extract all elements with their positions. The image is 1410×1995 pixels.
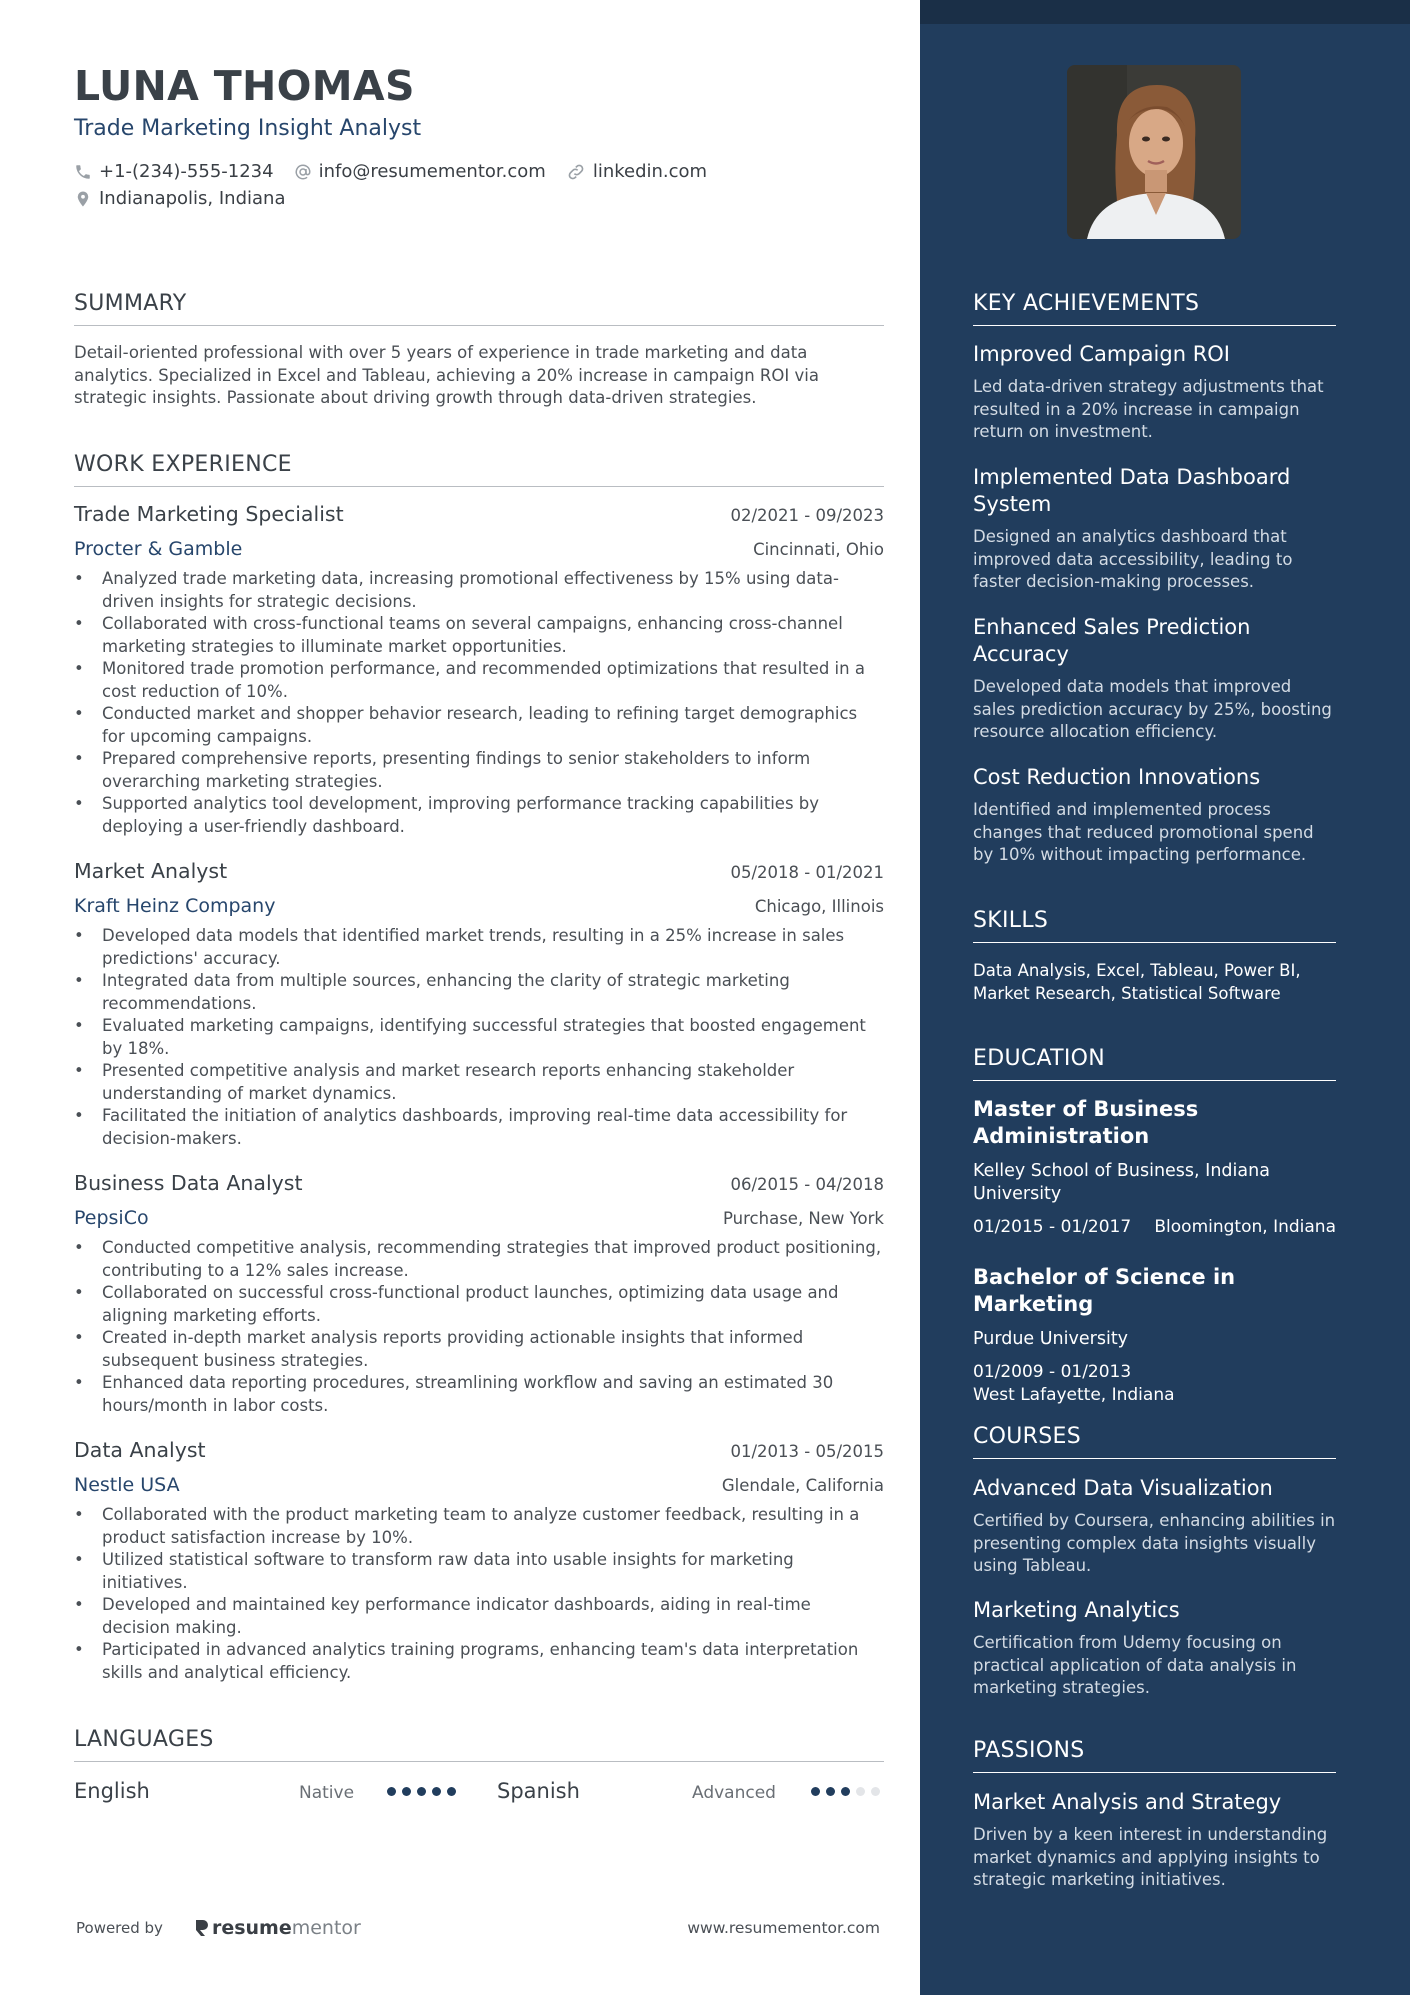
- job-location: Chicago, Illinois: [754, 897, 884, 916]
- language-level: Advanced: [692, 1783, 776, 1803]
- sidebar-top-band: [920, 0, 1410, 24]
- bullet-item: • Developed and maintained key performance indicator dashboards, aiding in real-time decision making.: [74, 1594, 884, 1639]
- rating-dot: [387, 1787, 396, 1796]
- language-name: English: [74, 1779, 150, 1803]
- job-bullets: [74, 1237, 884, 1417]
- rating-dot: [402, 1787, 411, 1796]
- achievement-desc: Identified and implemented process changes that reduced promotional spend by 10% without impacting performance.: [973, 800, 1314, 864]
- job-location: Purchase, New York: [723, 1209, 884, 1228]
- achievements-heading: KEY ACHIEVEMENTS: [973, 291, 1336, 326]
- rating-dot: [856, 1787, 865, 1796]
- bullet-item: • Analyzed trade marketing data, increasing promotional effectiveness by 15% using data-driven insights for strategic decisions.: [74, 568, 884, 613]
- passion-item: [973, 1789, 1336, 1892]
- education-dates: 01/2015 - 01/2017: [973, 1217, 1132, 1237]
- bullet-item: • Monitored trade promotion performance, and recommended optimizations that resulted in a cost reduction of 10%.: [74, 658, 884, 703]
- achievement-item: [973, 614, 1336, 744]
- contact-row-1: [74, 161, 727, 182]
- achievement-item: [973, 341, 1336, 444]
- rating-dot: [841, 1787, 850, 1796]
- brand-name-part2: mentor: [291, 1917, 361, 1939]
- achievement-desc: Developed data models that improved sales prediction accuracy by 25%, boosting resource allocation efficiency.: [973, 677, 1332, 741]
- job-dates: 05/2018 - 01/2021: [730, 863, 884, 882]
- location-text: Indianapolis, Indiana: [99, 188, 286, 209]
- job-entry: [74, 1171, 884, 1417]
- education-item: [973, 1264, 1336, 1407]
- job-dates: 02/2021 - 09/2023: [730, 506, 884, 525]
- job-bullets: [74, 925, 884, 1150]
- bullet-item: • Integrated data from multiple sources, enhancing the clarity of strategic marketing recommendations.: [74, 970, 884, 1015]
- language-rating: [811, 1787, 886, 1796]
- bullet-item: • Collaborated on successful cross-functional product launches, optimizing data usage and aligning marketing efforts.: [74, 1282, 884, 1327]
- course-desc: Certified by Coursera, enhancing abilities in presenting complex data insights visually using Tableau.: [973, 1511, 1336, 1575]
- brand-name-part1: resume: [211, 1917, 292, 1939]
- job-company: Nestle USA: [74, 1474, 180, 1496]
- education-item: [973, 1096, 1336, 1239]
- footer: [76, 1917, 880, 1939]
- contact-row-2: [74, 188, 306, 209]
- course-item: [973, 1475, 1336, 1578]
- brand-logo[interactable]: [193, 1917, 361, 1939]
- job-company: Procter & Gamble: [74, 538, 243, 560]
- job-title: Market Analyst: [74, 859, 228, 883]
- bullet-item: • Enhanced data reporting procedures, streamlining workflow and saving an estimated 30 hours/month in labor costs.: [74, 1372, 884, 1417]
- experience-heading: WORK EXPERIENCE: [74, 452, 884, 487]
- rating-dot: [417, 1787, 426, 1796]
- achievement-desc: Designed an analytics dashboard that improved data accessibility, leading to faster decision-making processes.: [973, 527, 1293, 591]
- phone-text: +1-(234)-555-1234: [99, 161, 274, 182]
- education-degree: Master of Business Administration: [973, 1097, 1199, 1148]
- rating-dot: [811, 1787, 820, 1796]
- courses-heading: COURSES: [973, 1424, 1336, 1459]
- education-school: Purdue University: [973, 1329, 1129, 1349]
- job-entry: [74, 859, 884, 1150]
- bullet-item: • Supported analytics tool development, improving performance tracking capabilities by deploying a user-friendly dashboard.: [74, 793, 884, 838]
- rating-dot: [432, 1787, 441, 1796]
- skills-block: [973, 960, 1336, 1005]
- job-location: Glendale, California: [721, 1476, 884, 1495]
- achievement-title: Improved Campaign ROI: [973, 342, 1231, 366]
- languages-heading: LANGUAGES: [74, 1727, 884, 1762]
- course-title: Advanced Data Visualization: [973, 1476, 1273, 1500]
- course-desc: Certification from Udemy focusing on practical application of data analysis in marketing strategies.: [973, 1633, 1297, 1697]
- bullet-item: • Conducted competitive analysis, recommending strategies that improved product positioning, contributing to a 12% sales increase.: [74, 1237, 884, 1282]
- job-entry: [74, 1438, 884, 1684]
- bullet-item: • Collaborated with cross-functional teams on several campaigns, enhancing cross-channel marketing strategies to illuminate market opportunities.: [74, 613, 884, 658]
- passion-desc: Driven by a keen interest in understanding market dynamics and applying insights to strategic marketing initiatives.: [973, 1825, 1328, 1889]
- job-title: Business Data Analyst: [74, 1171, 303, 1195]
- passions-heading: PASSIONS: [973, 1738, 1336, 1773]
- candidate-role: Trade Marketing Insight Analyst: [74, 116, 422, 141]
- phone-contact[interactable]: [74, 161, 274, 182]
- education-dates: 01/2009 - 01/2013: [973, 1362, 1132, 1382]
- achievement-item: [973, 764, 1336, 867]
- powered-by: [76, 1917, 361, 1939]
- achievement-item: [973, 464, 1336, 594]
- job-location: Cincinnati, Ohio: [753, 540, 884, 559]
- languages-row: [74, 1779, 884, 1809]
- education-location: Bloomington, Indiana: [1154, 1217, 1336, 1237]
- job-company: PepsiCo: [74, 1207, 149, 1229]
- job-bullets: [74, 1504, 884, 1684]
- achievement-title: Cost Reduction Innovations: [973, 765, 1261, 789]
- passion-title: Market Analysis and Strategy: [973, 1790, 1282, 1814]
- linkedin-text: linkedin.com: [592, 161, 708, 182]
- bullet-item: • Prepared comprehensive reports, presenting findings to senior stakeholders to inform overarching marketing strategies.: [74, 748, 884, 793]
- bullet-item: • Evaluated marketing campaigns, identifying successful strategies that boosted engagement by 18%.: [74, 1015, 884, 1060]
- rating-dot: [826, 1787, 835, 1796]
- course-item: [973, 1597, 1336, 1700]
- linkedin-contact[interactable]: [566, 161, 707, 182]
- bullet-item: • Collaborated with the product marketing team to analyze customer feedback, resulting in a product satisfaction increase by 10%.: [74, 1504, 884, 1549]
- location-contact: [74, 188, 286, 209]
- link-icon: [566, 162, 586, 182]
- skills-heading: SKILLS: [973, 908, 1336, 943]
- summary-text: Detail-oriented professional with over 5 years of experience in trade marketing and data analytics. Specialized in Excel and Tableau, achieving a 20% increase in campaign ROI via strategic insights. Passionate about driving growth through data-driven strategies.: [74, 343, 819, 407]
- portrait-image: [1067, 65, 1241, 239]
- rating-dot: [871, 1787, 880, 1796]
- resumementor-logo-icon: [193, 1918, 209, 1938]
- achievement-desc: Led data-driven strategy adjustments that resulted in a 20% increase in campaign return on investment.: [973, 377, 1324, 441]
- bullet-item: • Utilized statistical software to transform raw data into usable insights for marketing initiatives.: [74, 1549, 884, 1594]
- education-meta: [973, 1361, 1336, 1407]
- education-school: Kelley School of Business, Indiana University: [973, 1161, 1270, 1204]
- bullet-item: • Presented competitive analysis and market research reports enhancing stakeholder understanding of market dynamics.: [74, 1060, 884, 1105]
- education-degree: Bachelor of Science in Marketing: [973, 1265, 1236, 1316]
- bullet-item: • Conducted market and shopper behavior research, leading to refining target demographics for upcoming campaigns.: [74, 703, 884, 748]
- education-location: West Lafayette, Indiana: [973, 1385, 1175, 1405]
- bullet-item: • Developed data models that identified market trends, resulting in a 25% increase in sales predictions' accuracy.: [74, 925, 884, 970]
- skills-text: Data Analysis, Excel, Tableau, Power BI, Market Research, Statistical Software: [973, 961, 1301, 1003]
- job-dates: 06/2015 - 04/2018: [730, 1175, 884, 1194]
- sidebar: [920, 0, 1410, 1995]
- bullet-item: • Participated in advanced analytics training programs, enhancing team's data interpretation skills and analytical efficiency.: [74, 1639, 884, 1684]
- job-title: Trade Marketing Specialist: [74, 502, 344, 526]
- course-title: Marketing Analytics: [973, 1598, 1180, 1622]
- bullet-item: • Facilitated the initiation of analytics dashboards, improving real-time data accessibility for decision-makers.: [74, 1105, 884, 1150]
- candidate-name: LUNA THOMAS: [74, 62, 415, 110]
- achievement-title: Implemented Data Dashboard System: [973, 465, 1291, 516]
- job-company: Kraft Heinz Company: [74, 895, 276, 917]
- education-meta: [973, 1216, 1336, 1239]
- language-rating: [387, 1787, 462, 1796]
- rating-dot: [447, 1787, 456, 1796]
- email-text: info@resumementor.com: [318, 161, 546, 182]
- summary-heading: SUMMARY: [74, 291, 884, 326]
- language-name: Spanish: [497, 1779, 580, 1803]
- language-level: Native: [299, 1783, 355, 1803]
- phone-icon: [74, 163, 92, 181]
- job-title: Data Analyst: [74, 1438, 206, 1462]
- achievement-title: Enhanced Sales Prediction Accuracy: [973, 615, 1251, 666]
- job-entry: [74, 502, 884, 838]
- education-heading: EDUCATION: [973, 1046, 1336, 1081]
- at-icon: [294, 163, 312, 181]
- profile-photo: [1067, 65, 1241, 239]
- footer-website-link[interactable]: www.resumementor.com: [687, 1919, 880, 1937]
- email-contact[interactable]: [294, 161, 546, 182]
- job-bullets: [74, 568, 884, 838]
- job-dates: 01/2013 - 05/2015: [730, 1442, 884, 1461]
- powered-by-label: Powered by: [76, 1919, 163, 1937]
- bullet-item: • Created in-depth market analysis reports providing actionable insights that informed subsequent business strategies.: [74, 1327, 884, 1372]
- location-pin-icon: [74, 189, 92, 209]
